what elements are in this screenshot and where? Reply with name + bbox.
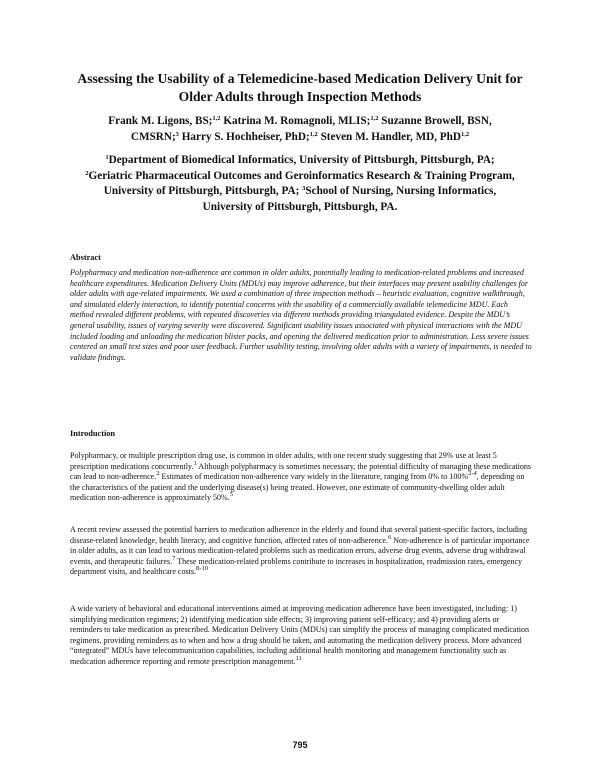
citation: 11 xyxy=(295,654,302,662)
author-handler-affil: 1,2 xyxy=(460,130,470,138)
p1-text-2: Although polypharmacy is sometimes necessary, the potential difficulty of managing these medications can lead to non-adherence. xyxy=(70,461,532,482)
title-line-2: Older Adults through Inspection Methods xyxy=(178,89,422,104)
citation: 8-10 xyxy=(196,565,208,573)
intro-paragraph-1 xyxy=(70,451,532,504)
author-line-2 xyxy=(60,130,540,146)
author-romagnoli-affil: 1,2 xyxy=(370,115,379,122)
title-line-1: Assessing the Usability of a Telemedicine-based Medication Delivery Unit for xyxy=(77,71,523,86)
author-romagnoli: Katrina M. Romagnoli, MLIS; xyxy=(220,115,371,127)
introduction-heading: Introduction xyxy=(70,429,116,438)
affiliations xyxy=(60,153,540,215)
affiliation-line-1 xyxy=(60,153,540,169)
author-browell-affil: 3 xyxy=(175,130,179,138)
affiliation-line-2 xyxy=(60,169,540,185)
author-hochheiser: Harry S. Hochheiser, PhD; xyxy=(178,130,310,143)
affil-marker-3: 3 xyxy=(302,185,306,192)
p2-text-1: A recent review assessed the potential barriers to medication adherence in the elderly and found that several patient-specific factors, including disease-related knowledge, health literacy, and cognitive function, affected rates of non-adherence. xyxy=(70,525,528,545)
p1-text-4: , depending on the characteristics of the patient and the underlying disease(s) being treated. However, one estimate of community-dwelling older adult medication non-adherence is approximately 50%. xyxy=(70,472,525,503)
author-browell: Suzanne Browell, BSN, xyxy=(378,115,492,127)
p3-text-1: A wide variety of behavioral and educational interventions aimed at improving medication adherence have been investigated, including: 1) simplifying medication regimens; 2) identifying medication side effects; 3) improving patient self-efficacy; and 4) providing alerts or reminders to take medication as prescribed. Medication Delivery Units (MDUs) can simplify the process of managing complicated medication regimens, providing reminders as to when and how a drug should be taken, and automating the medication delivery process. More advanced “integrated” MDUs have telecommunication capabilities, including additional health monitoring and management functionality such as medication adherence reporting and remote prescription management. xyxy=(70,604,529,666)
author-handler: Steven M. Handler, MD, PhD xyxy=(317,130,461,143)
intro-paragraph-2 xyxy=(70,525,532,578)
abstract-heading: Abstract xyxy=(70,253,101,262)
author-hochheiser-affil: 1,2 xyxy=(309,130,318,138)
paper-title xyxy=(60,70,540,106)
affiliation-line-3 xyxy=(60,184,540,200)
affiliation-geriatric-univ: University of Pittsburgh, Pittsburgh, PA; xyxy=(103,185,303,197)
affil-marker-2: 2 xyxy=(85,169,89,177)
affiliation-nursing: School of Nursing, Nursing Informatics, xyxy=(305,185,497,197)
citation: 2 xyxy=(156,470,160,478)
author-line-1 xyxy=(60,114,540,130)
affiliation-geriatric: Geriatric Pharmaceutical Outcomes and Geroinformatics Research & Training Program, xyxy=(88,169,515,182)
author-browell-credential: CMSRN; xyxy=(130,130,176,143)
p2-text-2: Non-adherence is of particular importance in older adults, as it can lead to various medication-related problems such as medication errors, adverse drug events, adverse drug withdrawal events, and therapeutic failures. xyxy=(70,535,530,566)
author-list xyxy=(60,114,540,145)
affiliation-dbmi: Department of Biomedical Informatics, University of Pittsburgh, Pittsburgh, PA; xyxy=(108,154,495,166)
citation: 7 xyxy=(172,554,176,562)
p1-text-1: Polypharmacy, or multiple prescription drug use, is common in older adults, with one recent study suggesting that 29% use at least 5 prescription medications concurrently. xyxy=(70,451,497,471)
author-ligons: Frank M. Ligons, BS; xyxy=(108,115,213,127)
citation: 1 xyxy=(193,459,197,467)
author-ligons-affil: 1,2 xyxy=(212,115,221,122)
citation: 6 xyxy=(387,533,392,541)
abstract-text: Polypharmacy and medication non-adherence are common in older adults, potentially leading to medication-related problems and increased healthcare expenditures. Medication Delivery Units (MDUs) may improve adherence, but their interfaces may present usability challenges for older adults with age-related impairments. We used a combination of three inspection methods – heuristic evaluation, cognitive walkthrough, and simulated elderly interaction, to identify potential concerns with the usability of a commercially available telemedicine MDU. Each method revealed different problems, with repeated discoveries via different methods providing triangulated evidence. Despite the MDU’s general usability, issues of varying severity were discovered. Significant usability issues associated with physical interactions with the MDU included loading and unloading the medication blister packs, and opening the delivered medication prior to administration. Less severe issues centered on small text sizes and poor user feedback. Further usability testing, involving older adults with a variety of impairments, is needed to validate findings. xyxy=(70,268,532,362)
affiliation-line-4: University of Pittsburgh, Pittsburgh, PA. xyxy=(202,200,398,213)
affil-marker-1: 1 xyxy=(105,154,109,161)
intro-paragraph-3 xyxy=(70,604,532,668)
p2-text-3: These medication-related problems contribute to increases in hospitalization, readmission rates, emergency department visits, and healthcare costs. xyxy=(70,556,523,577)
citation: 5 xyxy=(229,491,234,499)
citation: 2-4 xyxy=(468,470,477,478)
p1-text-3: Estimates of medication non-adherence vary widely in the literature, ranging from 0% to 100% xyxy=(159,472,469,482)
page-number: 795 xyxy=(292,740,308,750)
